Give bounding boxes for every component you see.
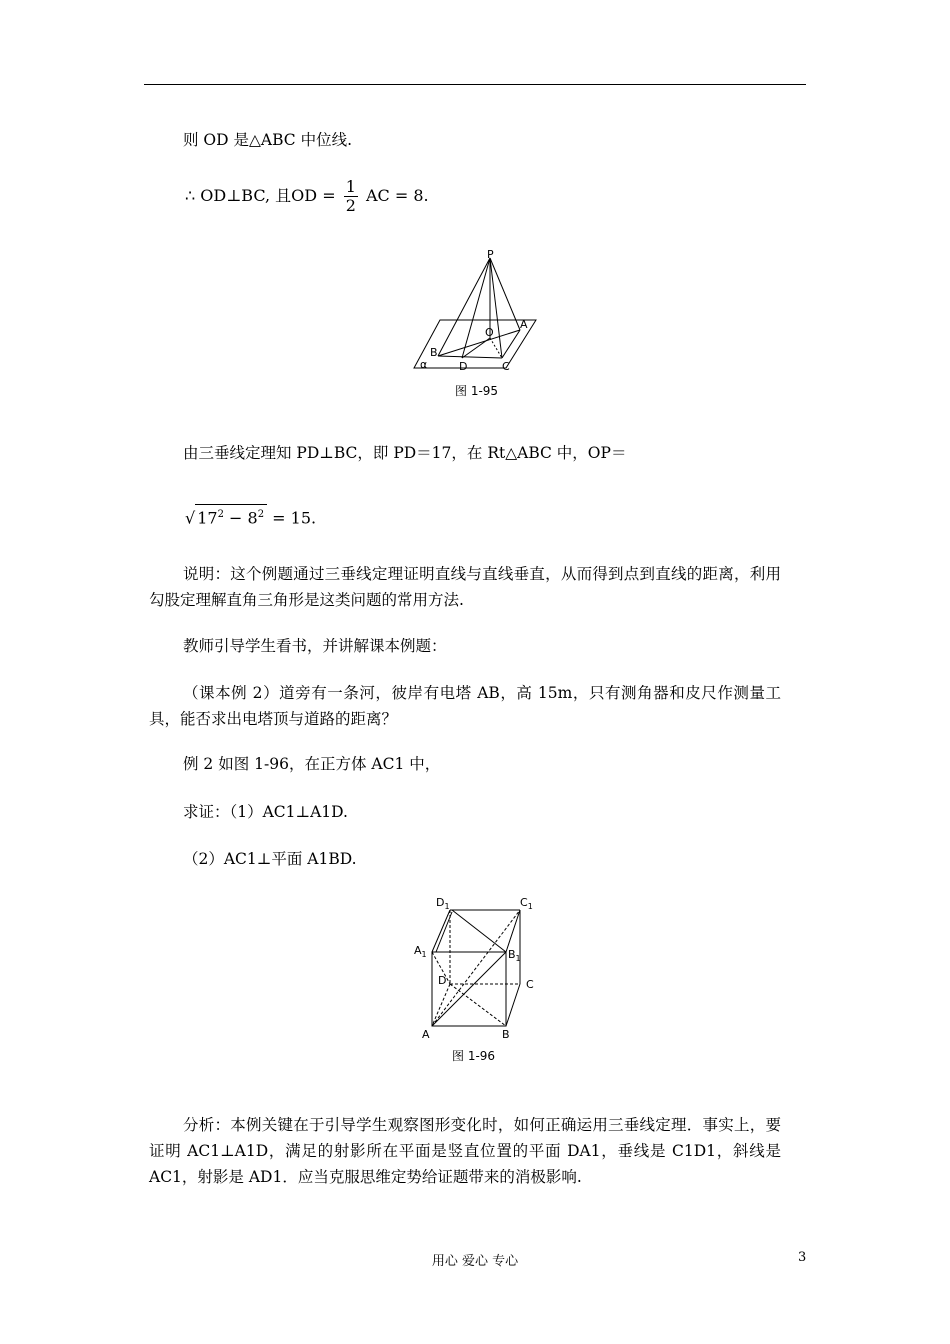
- radicand: [195, 504, 267, 528]
- figure-1-96: [412, 892, 542, 1042]
- radicand-exp-a: 2: [217, 509, 224, 520]
- label-p: P: [487, 248, 494, 261]
- radicand-b: − 8: [223, 508, 258, 528]
- radicand-exp-b: 2: [257, 509, 265, 520]
- label-a1: $A_1$: [414, 944, 427, 959]
- equation-od: [185, 178, 429, 215]
- equation-op: [185, 504, 316, 528]
- radicand-a: 17: [197, 508, 218, 528]
- equation-od-tail: AC = 8.: [365, 186, 429, 205]
- label-b1: $B_1$: [508, 948, 521, 963]
- fraction-half: [344, 178, 358, 215]
- label-b: B: [430, 346, 438, 359]
- label-b: B: [502, 1028, 510, 1041]
- paragraph-explanation: 说明：这个例题通过三垂线定理证明直线与直线垂直，从而得到点到直线的距离，利用勾股定理解直角三角形是这类问题的常用方法.: [149, 565, 781, 609]
- figure-1-95-caption: 图 1-95: [455, 384, 499, 398]
- label-o: O: [485, 326, 494, 339]
- page-number: 3: [798, 1250, 807, 1265]
- footer-motto: 用心 爱心 专心: [431, 1254, 519, 1269]
- paragraph-analysis: 分析：本例关键在于引导学生观察图形变化时，如何正确运用三垂线定理．事实上，要证明 AC1⊥A1D，满足的射影所在平面是竖直位置的平面 DA1，垂线是 C1D1，斜线是 AC1，射影是 AD1．应当克服思维定势给证题带来的消极影响.: [149, 1116, 781, 1186]
- equation-op-tail: = 15.: [267, 508, 317, 528]
- equation-od-lead: ∴ OD⊥BC, 且OD =: [185, 186, 336, 205]
- figure-1-96-caption: 图 1-96: [452, 1049, 496, 1063]
- line-od-midline: 则 OD 是△ABC 中位线.: [183, 131, 352, 149]
- label-d1: $D_1$: [436, 896, 450, 911]
- label-a: A: [520, 318, 528, 331]
- label-c: C: [526, 978, 534, 991]
- radical-sign: √: [185, 508, 196, 528]
- fraction-numerator: 1: [345, 177, 356, 196]
- label-d: D: [438, 974, 447, 987]
- figure-1-95: [410, 248, 540, 376]
- header-rule: [144, 84, 806, 85]
- fraction-denominator: 2: [345, 196, 356, 215]
- line-prove-2: （2）AC1⊥平面 A1BD.: [183, 850, 357, 868]
- label-c1: $C_1$: [520, 896, 533, 911]
- line-three-perpendicular: 由三垂线定理知 PD⊥BC，即 PD＝17，在 Rt△ABC 中，OP＝: [183, 444, 627, 462]
- line-teacher-guide: 教师引导学生看书，并讲解课本例题：: [183, 637, 447, 655]
- label-alpha: α: [420, 358, 428, 371]
- label-c: C: [502, 360, 510, 373]
- line-example-2: 例 2 如图 1-96，在正方体 AC1 中，: [183, 755, 441, 773]
- line-prove-1: 求证：（1）AC1⊥A1D.: [183, 803, 348, 821]
- label-a: A: [422, 1028, 430, 1041]
- label-d: D: [459, 360, 468, 373]
- paragraph-textbook-example: （课本例 2）道旁有一条河，彼岸有电塔 AB，高 15m，只有测角器和皮尺作测量工具，能否求出电塔顶与道路的距离？: [149, 684, 781, 728]
